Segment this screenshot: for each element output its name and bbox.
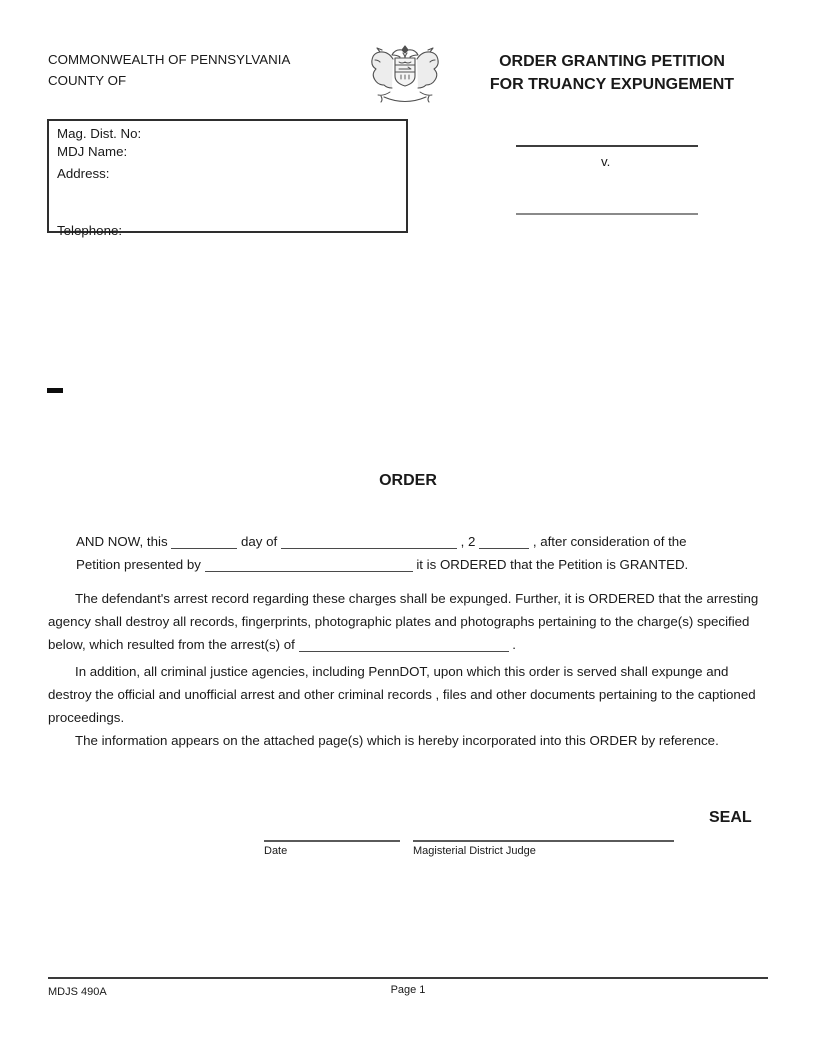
p2-text-2: .: [508, 637, 516, 652]
form-title-line2: FOR TRUANCY EXPUNGEMENT: [489, 76, 735, 93]
telephone-label: Telephone:: [57, 223, 123, 238]
petitioner-blank-field[interactable]: [205, 558, 413, 572]
address-label: Address:: [57, 166, 110, 181]
order-paragraph-2: [48, 587, 758, 656]
mag-dist-no-label: Mag. Dist. No:: [57, 126, 142, 141]
p1-text-3: , 2: [456, 534, 480, 549]
mdj-name-label: MDJ Name:: [57, 144, 128, 159]
paragraph2-line2: agency shall destroy all records, fingerprints, photographic plates and photographs pertaining to the charge(s) specified: [48, 614, 750, 629]
respondent-name-line[interactable]: [516, 213, 698, 215]
arrests-blank-field[interactable]: [299, 638, 509, 652]
paragraph1-line1: [76, 530, 688, 553]
paragraph2-line3: [48, 633, 758, 656]
pennsylvania-coat-of-arms-icon: [366, 44, 444, 106]
form-number: MDJS 490A: [48, 986, 107, 998]
paragraph2-line1: The defendant's arrest record regarding these charges shall be expunged. Further, it is ORDERED that the arresting: [75, 591, 759, 606]
court-info-box: [47, 119, 408, 238]
order-paragraph-4: The information appears on the attached page(s) which is hereby incorporated into this ORDER by reference.: [75, 733, 719, 748]
judge-label: Magisterial District Judge: [413, 845, 536, 857]
p1-text-4: , after consideration of the: [529, 534, 687, 549]
year-blank-field[interactable]: [479, 535, 529, 549]
date-signature-line[interactable]: [264, 840, 400, 842]
p1-text-6: it is ORDERED that the Petition is GRANTED.: [412, 557, 689, 572]
month-blank-field[interactable]: [281, 535, 457, 549]
p1-text-1: AND NOW, this: [76, 534, 172, 549]
order-heading: ORDER: [379, 472, 437, 489]
day-blank-field[interactable]: [171, 535, 237, 549]
dash-mark: [47, 388, 63, 393]
commonwealth-line: COMMONWEALTH OF PENNSYLVANIA: [48, 52, 291, 67]
versus-label: v.: [601, 154, 611, 169]
county-of-line: COUNTY OF: [48, 73, 127, 88]
order-paragraph-3: [48, 660, 756, 729]
p1-text-5: Petition presented by: [76, 557, 205, 572]
form-title-block: [462, 50, 762, 96]
page-number: Page 1: [390, 984, 426, 996]
judge-signature-line[interactable]: [413, 840, 674, 842]
p1-text-2: day of: [237, 534, 281, 549]
footer-rule: [48, 977, 768, 979]
paragraph1-line2: [76, 553, 688, 576]
seal-label: SEAL: [709, 809, 752, 826]
paragraph3-line3: proceedings.: [48, 710, 125, 725]
p2-text-1: below, which resulted from the arrest(s) of: [48, 637, 299, 652]
paragraph3-line2: destroy the official and unofficial arrest and other criminal records , files and other documents pertaining to the captioned: [48, 687, 756, 702]
petitioner-name-line[interactable]: [516, 145, 698, 147]
header-left-block: [48, 49, 290, 91]
form-title-line1: ORDER GRANTING PETITION: [499, 53, 725, 70]
paragraph3-line1: In addition, all criminal justice agencies, including PennDOT, upon which this order is served shall expunge and: [75, 664, 729, 679]
date-label: Date: [264, 845, 288, 857]
order-paragraph-1: [76, 530, 688, 576]
